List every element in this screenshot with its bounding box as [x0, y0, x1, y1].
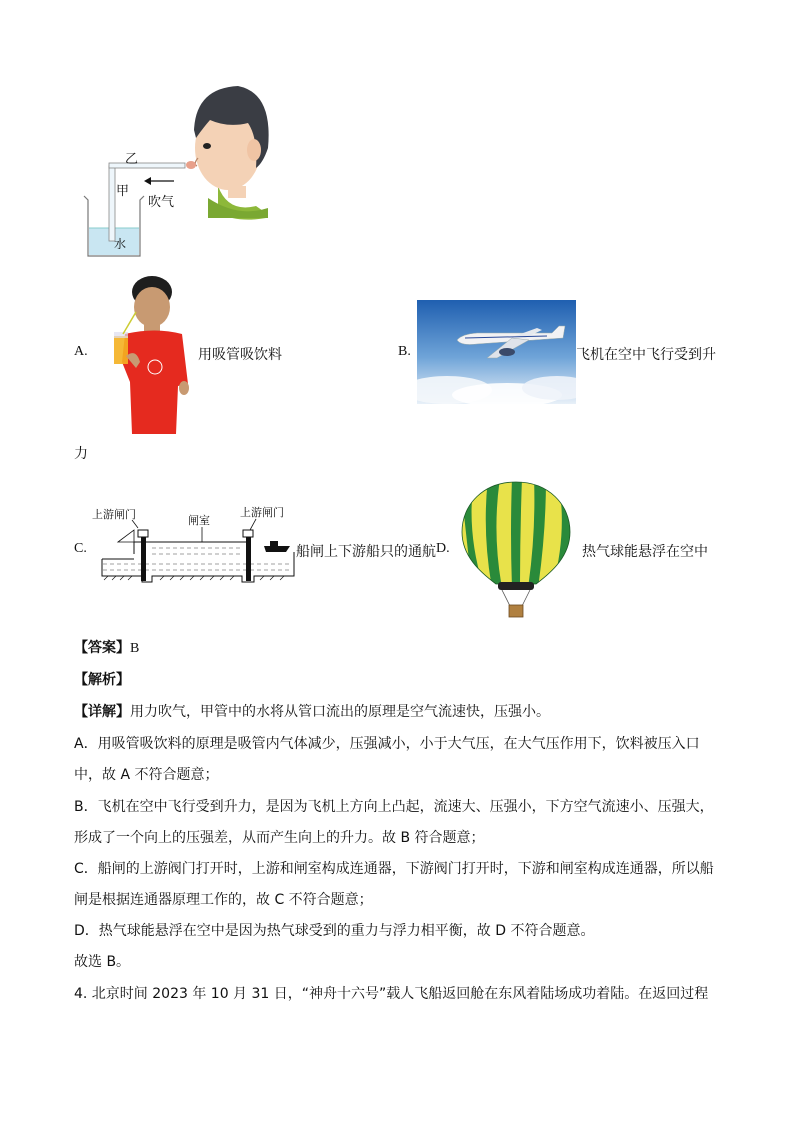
option-b-text: 飞机在空中飞行受到升 — [576, 347, 716, 363]
option-a-text: 用吸管吸饮料 — [198, 347, 282, 363]
option-b-text-cont: 力 — [74, 446, 88, 462]
label-yi: 乙 — [125, 152, 139, 167]
detail-line — [74, 702, 550, 722]
diagram-label-left: 上游闸门 — [92, 508, 136, 521]
label-jia: 甲 — [116, 184, 130, 199]
answer-line — [74, 638, 139, 659]
option-a-letter: A. — [74, 344, 88, 359]
hot-air-balloon-image — [460, 478, 572, 620]
diagram-label-mid: 闸室 — [188, 514, 210, 527]
diagram-label-right: 上游闸门 — [240, 506, 284, 519]
label-blow: 吹气 — [148, 195, 175, 210]
explanation-line: 闸是根据连通器原理工作的，故 C 不符合题意； — [74, 892, 373, 908]
explanation-line: D．热气球能悬浮在空中是因为热气球受到的重力与浮力相平衡，故 D 不符合题意。 — [74, 923, 595, 939]
label-water: 水 — [114, 237, 127, 251]
option-c-letter: C. — [74, 541, 87, 556]
option-d-letter: D. — [436, 541, 450, 556]
blowing-experiment-figure — [78, 68, 278, 263]
explanation-line: 形成了一个向上的压强差，从而产生向上的升力。故 B 符合题意； — [74, 830, 485, 846]
explanation-line: A．用吸管吸饮料的原理是吸管内气体减少，压强减小，小于大气压，在大气压作用下，饮料被压入口 — [74, 736, 700, 752]
option-c-text: 船闸上下游船只的通航 — [296, 544, 436, 560]
explanation-line: 中，故 A 不符合题意； — [74, 767, 219, 783]
next-question: 4. 北京时间 2023 年 10 月 31 日，“神舟十六号”载人飞船返回舱在东风着陆场成功着陆。在返回过程 — [74, 986, 709, 1002]
answer-tag: 【答案】 — [74, 640, 130, 656]
explanation-line: C．船闸的上游阀门打开时，上游和闸室构成连通器，下游阀门打开时，下游和闸室构成连通器，所以船 — [74, 861, 714, 877]
detail-text: 用力吹气，甲管中的水将从管口流出的原理是空气流速快，压强小。 — [130, 704, 550, 720]
detail-tag: 【详解】 — [74, 704, 130, 720]
explanation-line: B．飞机在空中飞行受到升力，是因为飞机上方向上凸起，流速大、压强小，下方空气流速小、压强大， — [74, 799, 714, 815]
option-b-letter: B. — [398, 344, 411, 359]
analysis-tag: 【解析】 — [74, 672, 130, 688]
option-d-text: 热气球能悬浮在空中 — [582, 544, 708, 560]
boy-icon — [186, 86, 269, 220]
airplane-image — [417, 300, 576, 404]
explanation-line: 故选 B。 — [74, 954, 131, 970]
boy-drinking-image — [100, 272, 192, 434]
ship-lock-diagram — [90, 504, 296, 586]
answer-value: B — [130, 641, 140, 656]
